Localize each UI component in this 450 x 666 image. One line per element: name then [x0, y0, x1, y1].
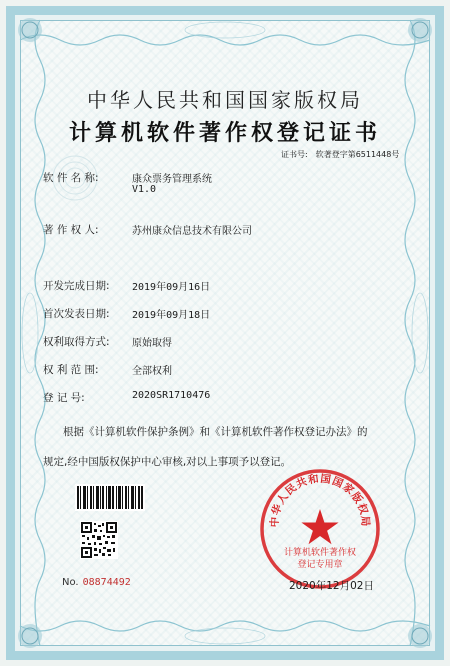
scope-label: 权 利 范 围:	[43, 364, 99, 376]
registration-value: 2020SR1710476	[132, 390, 211, 401]
scope-value: 全部权利	[132, 366, 172, 377]
pub-date-label: 首次发表日期:	[43, 308, 110, 320]
qr-code-icon	[80, 521, 118, 559]
certificate-number-label: 证书号:	[281, 150, 308, 159]
statement-line-2: 规定,经中国版权保护中心审核,对以上事项予以登记。	[43, 456, 292, 468]
serial-number	[62, 577, 131, 588]
acquire-value: 原始取得	[132, 338, 172, 349]
dev-date-label: 开发完成日期:	[43, 280, 110, 292]
certificate-title: 计算机软件著作权登记证书	[68, 121, 381, 146]
software-version-value: V1.0	[132, 184, 157, 195]
software-name-value: 康众票务管理系统	[132, 174, 212, 185]
issuer-title: 中华人民共和国国家版权局	[87, 88, 363, 112]
serial-number-label: No.	[62, 577, 79, 588]
pub-date-value: 2019年09月18日	[132, 310, 211, 321]
seal-ring-text: 中华人民共和国国家版权局	[268, 472, 372, 528]
owner-label: 著 作 权 人:	[43, 224, 99, 236]
statement-line-1: 根据《计算机软件保护条例》和《计算机软件著作权登记办法》的	[63, 426, 368, 438]
dev-date-value: 2019年09月16日	[132, 282, 211, 293]
certificate-number-value: 软著登字第6511448号	[315, 150, 400, 159]
seal-star-icon	[301, 509, 338, 544]
software-name-label: 软 件 名 称:	[43, 172, 99, 184]
barcode-icon	[75, 484, 145, 511]
acquire-label: 权利取得方式:	[43, 336, 110, 348]
registration-label: 登 记 号:	[43, 392, 85, 404]
certificate-number	[281, 149, 399, 160]
seal-line-2: 登记专用章	[297, 560, 343, 570]
issue-date: 2020年12月02日	[289, 580, 374, 592]
serial-number-value: 08874492	[82, 577, 131, 588]
owner-value: 苏州康众信息技术有限公司	[132, 226, 252, 237]
seal-line-1: 计算机软件著作权	[283, 548, 356, 558]
official-seal-icon	[258, 467, 382, 591]
